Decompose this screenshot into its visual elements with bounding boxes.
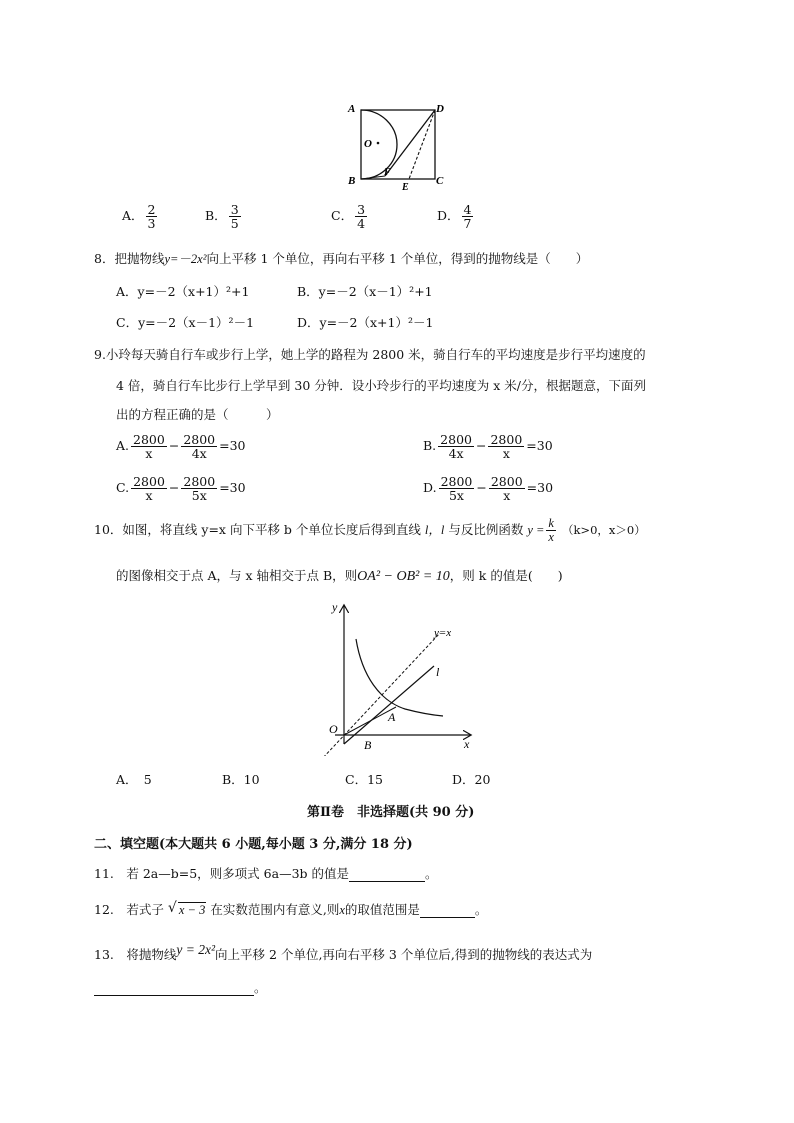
denominator: 4x [448, 446, 464, 462]
fraction [131, 475, 167, 502]
q10-func-lhs: y = [527, 523, 545, 538]
rhs: =30 [219, 438, 246, 454]
radical-sign-icon: √ [167, 900, 177, 916]
option-letter: B． [205, 208, 227, 224]
option-letter: A. [116, 438, 130, 454]
q8-expr: y=－2x² [164, 252, 207, 266]
line-l [344, 666, 434, 744]
q12-answer-blank[interactable] [420, 902, 475, 918]
fraction [355, 203, 367, 230]
square-semicircle-figure [340, 96, 450, 196]
numerator: 2800 [133, 432, 165, 447]
q10-option-d: D．20 [452, 772, 491, 787]
rhs: =30 [526, 480, 554, 496]
sqrt-expression [168, 902, 206, 918]
label-d: D [436, 103, 444, 115]
q13-end: 。 [254, 980, 267, 995]
q9-line-1: 9.小玲每天骑自行车或步行上学，她上学的路程为 2800 米，骑自行车的平均速度是步行平均速度的 [94, 347, 646, 362]
q12-post: 的取值范围是 [344, 902, 420, 917]
q9-option-c: C. $\frac{2800}{x}$ − $\frac{2800}{5x}$ =30 [116, 474, 246, 504]
q10-line-l: l，l [424, 523, 445, 538]
option-letter: D． [437, 208, 460, 224]
point-o [377, 142, 380, 145]
label-b: B [364, 738, 372, 752]
denominator: 5 [230, 216, 239, 232]
dashed-line-y-equals-x [320, 633, 440, 756]
label-a: A [388, 710, 396, 724]
numerator: 2800 [133, 474, 165, 489]
fraction [489, 475, 525, 502]
q10-func-fraction [546, 517, 556, 544]
label-e: E [402, 182, 409, 193]
q10-line2-post: ，则 k 的值是( ) [449, 568, 563, 583]
q8-option-a: A．y=－2（x+1）²+1 [116, 284, 250, 299]
q10-option-b: B．10 [222, 772, 260, 787]
section-2-title: 第Ⅱ卷 非选择题(共 90 分) [307, 805, 475, 820]
q10-option-c: C．15 [345, 772, 383, 787]
label-l: l [436, 665, 440, 679]
numerator: 2800 [490, 432, 523, 447]
numerator: 2800 [490, 474, 523, 489]
q9-option-d: D. $\frac{2800}{5x}$ − $\frac{2800}{x}$ =30 [423, 474, 554, 504]
numerator: 2 [147, 202, 156, 217]
option-letter: C. [116, 480, 130, 496]
rhs: =30 [219, 480, 246, 496]
denominator: x [145, 446, 153, 462]
q13-answer-line [94, 978, 267, 996]
denominator: 5x [448, 488, 464, 504]
q9-option-b: B. $\frac{2800}{4x}$ − $\frac{2800}{x}$ =30 [423, 432, 553, 462]
q8-option-b: B．y=－2（x－1）²+1 [297, 284, 433, 299]
q12-radicand: x − 3 [178, 903, 206, 917]
q12-mid: 在实数范围内有意义,则 [210, 902, 340, 917]
q13 [94, 942, 593, 963]
option-letter: D. [423, 480, 437, 496]
q9-option-a: A. $\frac{2800}{x}$ − $\frac{2800}{4x}$ =30 [116, 432, 246, 462]
q10-option-a: A． 5 [116, 772, 152, 787]
q8-post: 向上平移 1 个单位，再向右平移 1 个单位，得到的抛物线是（ ） [206, 251, 589, 266]
fraction [181, 433, 217, 460]
q10-line-2 [116, 566, 563, 585]
denominator: x [502, 446, 510, 462]
label-a: A [348, 103, 356, 115]
hyperbola-curve [356, 639, 443, 716]
q8-option-d: D．y=－2（x+1）²－1 [297, 315, 434, 330]
q13-expr: y = 2x² [176, 942, 216, 957]
part-2-heading: 二、填空题(本大题共 6 小题,每小题 3 分,满分 18 分) [94, 837, 413, 852]
denominator: x [145, 488, 153, 504]
q8-stem [94, 249, 588, 267]
fraction [131, 433, 167, 460]
numerator: 2800 [440, 474, 473, 489]
q10-mid: 与反比例函数 [448, 522, 524, 538]
option-letter: C． [331, 208, 354, 224]
rhs: =30 [526, 438, 553, 454]
q7-option-b [205, 203, 243, 230]
q7-option-c [331, 203, 369, 230]
q10-condition: （k>0，x＞0） [561, 523, 646, 538]
fraction [488, 433, 524, 460]
q10-equation: OA² − OB² = 10 [357, 569, 450, 584]
fraction [439, 475, 475, 502]
label-f: F [384, 167, 391, 178]
numerator: k [548, 516, 554, 530]
q12-pre: 12. 若式子 [94, 902, 164, 917]
q12-var: x [339, 903, 345, 917]
numerator: 2800 [183, 432, 216, 447]
q9-line-2: 4 倍，骑自行车比步行上学早到 30 分钟．设小玲步行的平均速度为 x 米/分，根据题意，下面列 [116, 378, 646, 393]
numerator: 4 [463, 202, 472, 217]
q11-answer-blank[interactable] [349, 866, 425, 882]
square-abcd [361, 110, 435, 179]
fraction [146, 203, 158, 230]
fraction [438, 433, 474, 460]
label-y: y [332, 600, 338, 614]
option-letter: B. [423, 438, 437, 454]
q13-post: 向上平移 2 个单位,再向右平移 3 个单位后,得到的抛物线的表达式为 [215, 947, 593, 962]
denominator: 4x [191, 446, 207, 462]
q11 [94, 864, 438, 882]
label-c: C [436, 175, 444, 187]
fraction [462, 203, 474, 230]
option-letter: A． [122, 208, 144, 224]
q7-option-a [122, 203, 159, 230]
label-x: x [464, 737, 470, 751]
q13-pre: 13. 将抛物线 [94, 947, 177, 962]
q12-end: 。 [474, 902, 488, 917]
numerator: 3 [230, 202, 239, 217]
q7-option-d [437, 203, 475, 230]
fraction [181, 475, 217, 502]
q10-pre: 10．如图，将直线 y=x 向下平移 b 个单位长度后得到直线 [94, 522, 421, 538]
denominator: x [548, 530, 554, 545]
q11-text: 11. 若 2a—b=5，则多项式 6a—3b 的值是 [94, 866, 349, 881]
denominator: 7 [463, 216, 472, 232]
dashed-segment-de [409, 110, 435, 179]
q8-pre: 8．把抛物线 [94, 251, 165, 266]
label-o: O [329, 722, 338, 736]
label-o: O [364, 138, 372, 150]
label-b: B [348, 175, 356, 187]
q10-line-1 [94, 517, 646, 544]
numerator: 3 [357, 202, 366, 217]
numerator: 2800 [440, 432, 472, 447]
denominator: 3 [147, 216, 156, 232]
q10-line2-pre: 的图像相交于点 A，与 x 轴相交于点 B，则 [116, 568, 358, 583]
denominator: 4 [357, 216, 366, 232]
numerator: 2800 [183, 474, 216, 489]
q11-end: 。 [425, 866, 438, 881]
q12 [94, 900, 487, 918]
denominator: 5x [191, 488, 207, 504]
q13-answer-blank[interactable] [94, 980, 254, 996]
segment-df [385, 110, 435, 176]
q8-option-c: C．y=－2（x－1）²－1 [116, 315, 255, 330]
fraction [229, 203, 241, 230]
q9-line-3: 出的方程正确的是（ ） [116, 407, 279, 422]
denominator: x [503, 488, 511, 504]
coordinate-graph-figure [310, 596, 480, 756]
label-y-equals-x: y=x [434, 627, 452, 639]
